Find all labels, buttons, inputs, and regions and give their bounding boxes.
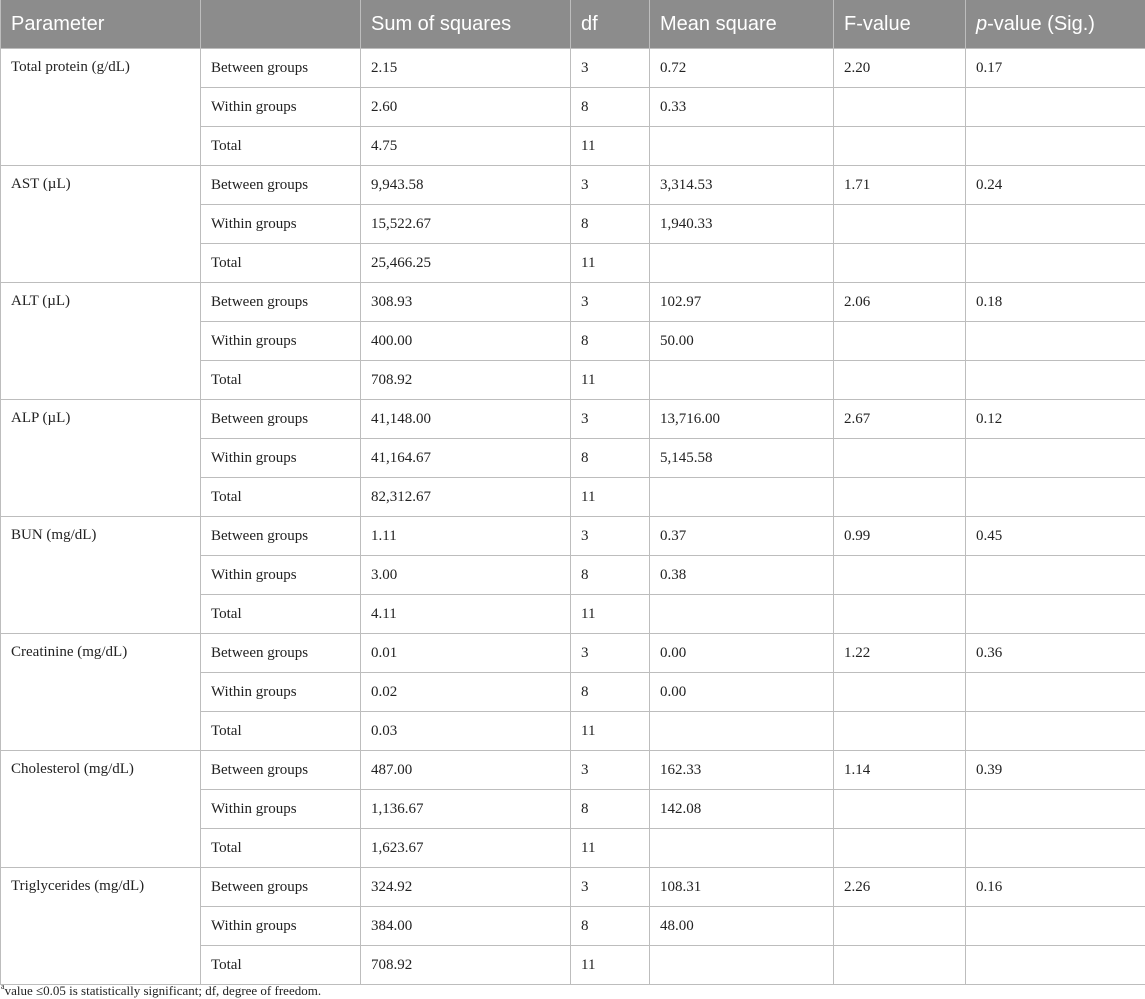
sum-of-squares-cell: 2.60 <box>361 88 571 127</box>
p-value-cell <box>966 595 1145 634</box>
f-value-cell <box>834 322 966 361</box>
p-value-cell: 0.39 <box>966 751 1145 790</box>
f-value-cell <box>834 556 966 595</box>
table-row <box>1 751 1145 790</box>
parameter-cell: Creatinine (mg/dL) <box>1 634 201 751</box>
sum-of-squares-cell: 4.75 <box>361 127 571 166</box>
sum-of-squares-cell: 82,312.67 <box>361 478 571 517</box>
mean-square-cell: 3,314.53 <box>650 166 834 205</box>
header-p-value <box>966 0 1145 49</box>
p-value-cell <box>966 322 1145 361</box>
mean-square-cell: 13,716.00 <box>650 400 834 439</box>
source-cell: Within groups <box>201 205 361 244</box>
mean-square-cell <box>650 244 834 283</box>
sum-of-squares-cell: 41,148.00 <box>361 400 571 439</box>
header-sum-of-squares: Sum of squares <box>361 0 571 49</box>
table-row <box>1 49 1145 88</box>
mean-square-cell <box>650 361 834 400</box>
mean-square-cell: 1,940.33 <box>650 205 834 244</box>
sum-of-squares-cell: 15,522.67 <box>361 205 571 244</box>
source-cell: Total <box>201 946 361 985</box>
source-cell: Between groups <box>201 400 361 439</box>
source-cell: Total <box>201 127 361 166</box>
mean-square-cell <box>650 595 834 634</box>
source-cell: Between groups <box>201 868 361 907</box>
p-value-cell <box>966 790 1145 829</box>
mean-square-cell: 162.33 <box>650 751 834 790</box>
df-cell: 11 <box>571 244 650 283</box>
mean-square-cell: 102.97 <box>650 283 834 322</box>
sum-of-squares-cell: 1,623.67 <box>361 829 571 868</box>
df-cell: 11 <box>571 595 650 634</box>
f-value-cell <box>834 946 966 985</box>
f-value-cell <box>834 88 966 127</box>
source-cell: Total <box>201 361 361 400</box>
f-value-cell: 0.99 <box>834 517 966 556</box>
source-cell: Between groups <box>201 166 361 205</box>
sum-of-squares-cell: 2.15 <box>361 49 571 88</box>
mean-square-cell: 0.00 <box>650 634 834 673</box>
mean-square-cell: 5,145.58 <box>650 439 834 478</box>
table-row <box>1 166 1145 205</box>
p-value-cell <box>966 712 1145 751</box>
df-cell: 3 <box>571 751 650 790</box>
p-value-cell <box>966 556 1145 595</box>
p-value-cell <box>966 439 1145 478</box>
sum-of-squares-cell: 41,164.67 <box>361 439 571 478</box>
source-cell: Within groups <box>201 439 361 478</box>
header-p-rest: -value (Sig.) <box>987 13 1095 35</box>
source-cell: Between groups <box>201 634 361 673</box>
p-value-cell: 0.16 <box>966 868 1145 907</box>
df-cell: 3 <box>571 634 650 673</box>
sum-of-squares-cell: 0.03 <box>361 712 571 751</box>
mean-square-cell: 48.00 <box>650 907 834 946</box>
df-cell: 3 <box>571 868 650 907</box>
df-cell: 3 <box>571 283 650 322</box>
p-value-cell: 0.36 <box>966 634 1145 673</box>
p-value-cell <box>966 478 1145 517</box>
table-body <box>1 49 1145 985</box>
table-footnote <box>1 982 321 999</box>
parameter-cell: BUN (mg/dL) <box>1 517 201 634</box>
sum-of-squares-cell: 708.92 <box>361 361 571 400</box>
table-row <box>1 517 1145 556</box>
sum-of-squares-cell: 708.92 <box>361 946 571 985</box>
sum-of-squares-cell: 0.01 <box>361 634 571 673</box>
f-value-cell <box>834 205 966 244</box>
parameter-cell: ALP (µL) <box>1 400 201 517</box>
f-value-cell: 2.20 <box>834 49 966 88</box>
f-value-cell: 2.67 <box>834 400 966 439</box>
df-cell: 11 <box>571 829 650 868</box>
p-value-cell: 0.24 <box>966 166 1145 205</box>
source-cell: Total <box>201 478 361 517</box>
sum-of-squares-cell: 25,466.25 <box>361 244 571 283</box>
df-cell: 8 <box>571 439 650 478</box>
footnote-marker: a <box>1 982 5 991</box>
sum-of-squares-cell: 3.00 <box>361 556 571 595</box>
f-value-cell: 1.14 <box>834 751 966 790</box>
parameter-cell: Cholesterol (mg/dL) <box>1 751 201 868</box>
mean-square-cell: 0.33 <box>650 88 834 127</box>
source-cell: Total <box>201 244 361 283</box>
sum-of-squares-cell: 400.00 <box>361 322 571 361</box>
df-cell: 8 <box>571 88 650 127</box>
source-cell: Between groups <box>201 751 361 790</box>
df-cell: 8 <box>571 322 650 361</box>
mean-square-cell <box>650 946 834 985</box>
parameter-cell: ALT (µL) <box>1 283 201 400</box>
source-cell: Total <box>201 712 361 751</box>
source-cell: Between groups <box>201 49 361 88</box>
parameter-cell: Total protein (g/dL) <box>1 49 201 166</box>
f-value-cell <box>834 361 966 400</box>
mean-square-cell: 0.00 <box>650 673 834 712</box>
mean-square-cell: 0.37 <box>650 517 834 556</box>
header-p-italic: p <box>976 13 987 35</box>
header-parameter: Parameter <box>1 0 201 49</box>
mean-square-cell <box>650 127 834 166</box>
df-cell: 11 <box>571 127 650 166</box>
f-value-cell: 1.22 <box>834 634 966 673</box>
source-cell: Total <box>201 595 361 634</box>
p-value-cell <box>966 127 1145 166</box>
header-mean-square: Mean square <box>650 0 834 49</box>
p-value-cell <box>966 88 1145 127</box>
parameter-cell: AST (µL) <box>1 166 201 283</box>
footnote-text: value ≤0.05 is statistically significant; df, degree of freedom. <box>5 983 322 998</box>
df-cell: 8 <box>571 790 650 829</box>
sum-of-squares-cell: 1,136.67 <box>361 790 571 829</box>
table-row <box>1 868 1145 907</box>
f-value-cell <box>834 790 966 829</box>
source-cell: Within groups <box>201 322 361 361</box>
df-cell: 8 <box>571 907 650 946</box>
f-value-cell <box>834 595 966 634</box>
p-value-cell <box>966 361 1145 400</box>
source-cell: Within groups <box>201 673 361 712</box>
source-cell: Within groups <box>201 88 361 127</box>
df-cell: 8 <box>571 205 650 244</box>
header-row <box>1 0 1145 49</box>
df-cell: 8 <box>571 673 650 712</box>
table-row <box>1 400 1145 439</box>
p-value-cell <box>966 829 1145 868</box>
p-value-cell <box>966 205 1145 244</box>
source-cell: Within groups <box>201 790 361 829</box>
df-cell: 3 <box>571 517 650 556</box>
source-cell: Total <box>201 829 361 868</box>
f-value-cell <box>834 712 966 751</box>
mean-square-cell: 108.31 <box>650 868 834 907</box>
mean-square-cell: 0.38 <box>650 556 834 595</box>
source-cell: Within groups <box>201 556 361 595</box>
mean-square-cell <box>650 478 834 517</box>
sum-of-squares-cell: 384.00 <box>361 907 571 946</box>
p-value-cell <box>966 244 1145 283</box>
p-value-cell: 0.18 <box>966 283 1145 322</box>
f-value-cell <box>834 478 966 517</box>
p-value-cell <box>966 673 1145 712</box>
df-cell: 8 <box>571 556 650 595</box>
sum-of-squares-cell: 487.00 <box>361 751 571 790</box>
p-value-cell: 0.12 <box>966 400 1145 439</box>
sum-of-squares-cell: 308.93 <box>361 283 571 322</box>
mean-square-cell: 142.08 <box>650 790 834 829</box>
source-cell: Within groups <box>201 907 361 946</box>
table-row <box>1 634 1145 673</box>
df-cell: 3 <box>571 49 650 88</box>
sum-of-squares-cell: 324.92 <box>361 868 571 907</box>
sum-of-squares-cell: 9,943.58 <box>361 166 571 205</box>
header-df: df <box>571 0 650 49</box>
mean-square-cell: 50.00 <box>650 322 834 361</box>
parameter-cell: Triglycerides (mg/dL) <box>1 868 201 985</box>
f-value-cell: 2.06 <box>834 283 966 322</box>
df-cell: 11 <box>571 712 650 751</box>
p-value-cell: 0.17 <box>966 49 1145 88</box>
df-cell: 11 <box>571 478 650 517</box>
mean-square-cell: 0.72 <box>650 49 834 88</box>
f-value-cell <box>834 907 966 946</box>
source-cell: Between groups <box>201 517 361 556</box>
table-header <box>1 0 1145 49</box>
mean-square-cell <box>650 829 834 868</box>
f-value-cell <box>834 244 966 283</box>
mean-square-cell <box>650 712 834 751</box>
p-value-cell <box>966 946 1145 985</box>
f-value-cell <box>834 673 966 712</box>
source-cell: Between groups <box>201 283 361 322</box>
f-value-cell <box>834 127 966 166</box>
header-source <box>201 0 361 49</box>
p-value-cell: 0.45 <box>966 517 1145 556</box>
header-f-value: F-value <box>834 0 966 49</box>
f-value-cell: 2.26 <box>834 868 966 907</box>
f-value-cell: 1.71 <box>834 166 966 205</box>
p-value-cell <box>966 907 1145 946</box>
table-row <box>1 283 1145 322</box>
sum-of-squares-cell: 0.02 <box>361 673 571 712</box>
sum-of-squares-cell: 1.11 <box>361 517 571 556</box>
df-cell: 3 <box>571 166 650 205</box>
df-cell: 11 <box>571 946 650 985</box>
f-value-cell <box>834 829 966 868</box>
df-cell: 11 <box>571 361 650 400</box>
f-value-cell <box>834 439 966 478</box>
sum-of-squares-cell: 4.11 <box>361 595 571 634</box>
df-cell: 3 <box>571 400 650 439</box>
